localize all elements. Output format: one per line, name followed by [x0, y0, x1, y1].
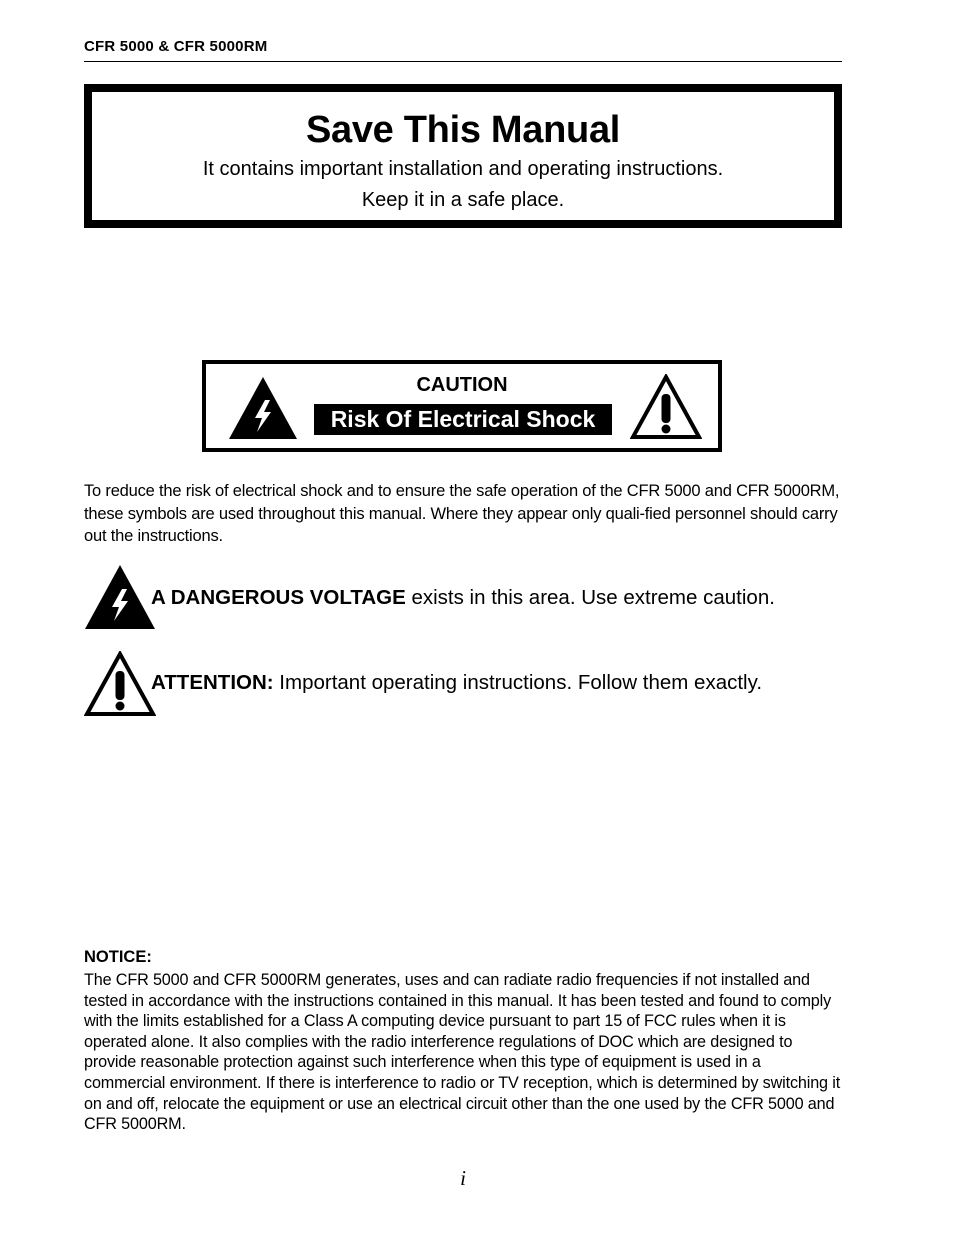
attention-label: ATTENTION: — [151, 671, 274, 694]
intro-paragraph: To reduce the risk of electrical shock and to ensure the safe operation of the CFR 5000 and CFR 5000RM, these symbols are used throughout this manual. Where they appear only quali-fied personnel should carry out the instructions. — [84, 482, 840, 545]
caution-box — [202, 360, 722, 452]
lightning-bolt-triangle-icon — [84, 564, 156, 630]
attention-text — [151, 671, 762, 695]
save-manual-line-1: It contains important installation and operating instructions. — [202, 158, 724, 180]
notice-paragraph: The CFR 5000 and CFR 5000RM generates, uses and can radiate radio frequencies if not installed and tested in accordance with the instructions contained in this manual. It has been tested and found to comply with the limits established for a Class A computing device pursuant to part 15 of FCC rules when it is operated alone. It also complies with the radio interference regulations of DOC which are designed to provide reasonable protection against such interference when this type of equipment is used in a commercial environment. If there is interference to radio or TV reception, which is determined by switching it on and off, relocate the equipment or use an electrical circuit other than the one used by the CFR 5000 and CFR 5000RM. — [84, 971, 841, 1134]
exclamation-triangle-icon — [630, 374, 702, 440]
attention-row — [84, 651, 842, 721]
running-header: CFR 5000 & CFR 5000RM — [84, 38, 268, 55]
page-number: i — [460, 1166, 466, 1190]
exclamation-triangle-icon — [84, 651, 156, 717]
dangerous-voltage-text — [151, 586, 775, 610]
dangerous-voltage-description: exists in this area. Use extreme caution. — [405, 586, 775, 609]
save-manual-box — [84, 84, 842, 228]
save-manual-line-2: Keep it in a safe place. — [361, 189, 565, 211]
dangerous-voltage-row — [84, 564, 842, 634]
notice-heading: NOTICE: — [84, 948, 152, 966]
dangerous-voltage-label: A DANGEROUS VOLTAGE — [151, 586, 406, 609]
header-rule — [84, 61, 842, 62]
caution-title: CAUTION — [416, 374, 508, 396]
attention-description: Important operating instructions. Follow them exactly. — [273, 671, 763, 694]
save-manual-title: Save This Manual — [305, 109, 621, 151]
risk-banner: Risk Of Electrical Shock — [314, 404, 612, 435]
